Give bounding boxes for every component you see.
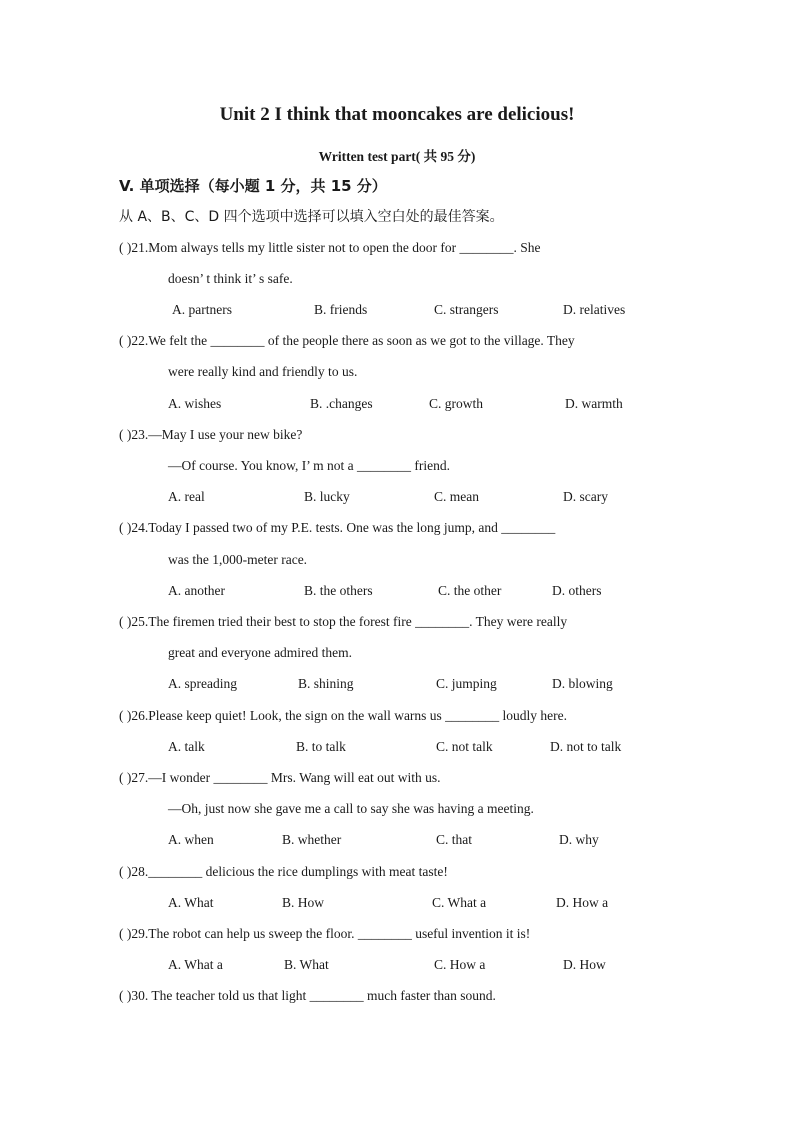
answer-option: D. How a xyxy=(556,895,609,910)
answer-option: B. lucky xyxy=(304,489,350,504)
answer-option: A. another xyxy=(168,583,225,598)
answer-option: B. How xyxy=(282,895,325,910)
question-stem xyxy=(119,427,302,443)
question-stem xyxy=(119,240,540,256)
answer-option: D. blowing xyxy=(552,676,613,691)
question-stem xyxy=(119,864,448,880)
answer-option: D. why xyxy=(559,832,599,847)
answer-option: B. the others xyxy=(304,583,373,598)
answer-option: C. strangers xyxy=(434,302,499,317)
question-stem xyxy=(119,988,496,1004)
answer-option: C. that xyxy=(436,832,472,847)
answer-option: A. real xyxy=(168,489,205,504)
answer-option: C. How a xyxy=(434,957,486,972)
question-text: —I wonder ________ Mrs. Wang will eat out with us. xyxy=(148,770,441,785)
page-title: Unit 2 I think that mooncakes are delicious! xyxy=(219,104,575,125)
question-number: ( )30. xyxy=(119,988,149,1003)
answer-option: D. not to talk xyxy=(550,739,622,754)
page-subtitle: Written test part( 共 95 分) xyxy=(318,149,476,164)
answer-option: A. wishes xyxy=(168,396,222,411)
question-stem-continued: —Oh, just now she gave me a call to say she was having a meeting. xyxy=(168,801,534,816)
question-text: Today I passed two of my P.E. tests. One was the long jump, and ________ xyxy=(148,520,556,535)
question-stem xyxy=(119,333,575,349)
answer-option: D. scary xyxy=(563,489,608,504)
section-heading: V. 单项选择（每小题 1 分，共 15 分） xyxy=(119,177,387,195)
answer-option: A. What a xyxy=(168,957,223,972)
answer-option: D. relatives xyxy=(563,302,626,317)
answer-option: A. What xyxy=(168,895,214,910)
question-stem xyxy=(119,770,441,786)
question-stem xyxy=(119,614,567,630)
answer-option: A. when xyxy=(168,832,214,847)
question-stem xyxy=(119,520,555,536)
answer-option: D. others xyxy=(552,583,602,598)
question-text: The robot can help us sweep the floor. ________ useful invention it is! xyxy=(148,926,531,941)
answer-option: A. talk xyxy=(168,739,205,754)
question-number: ( )22. xyxy=(119,333,149,348)
question-stem xyxy=(119,708,567,724)
answer-option: A. partners xyxy=(172,302,232,317)
answer-option: C. growth xyxy=(429,396,483,411)
answer-option: B. friends xyxy=(314,302,368,317)
question-stem xyxy=(119,926,530,942)
answer-option: B. whether xyxy=(282,832,342,847)
answer-option: A. spreading xyxy=(168,676,237,691)
answer-option: C. What a xyxy=(432,895,487,910)
answer-option: D. How xyxy=(563,957,606,972)
question-number: ( )21. xyxy=(119,240,149,255)
question-number: ( )29. xyxy=(119,926,149,941)
question-text: We felt the ________ of the people there as soon as we got to the village. They xyxy=(148,333,575,348)
answer-option: C. not talk xyxy=(436,739,493,754)
question-stem-continued: —Of course. You know, I’ m not a ________ friend. xyxy=(168,458,450,473)
question-number: ( )25. xyxy=(119,614,149,629)
question-stem-continued: was the 1,000-meter race. xyxy=(168,552,308,567)
answer-option: D. warmth xyxy=(565,396,623,411)
question-number: ( )27. xyxy=(119,770,149,785)
answer-option: C. mean xyxy=(434,489,479,504)
answer-option: B. .changes xyxy=(310,396,373,411)
question-stem-continued: great and everyone admired them. xyxy=(168,645,353,660)
question-text: The firemen tried their best to stop the forest fire ________. They were really xyxy=(148,614,568,629)
question-text: The teacher told us that light ________ much faster than sound. xyxy=(148,988,496,1003)
question-number: ( )26. xyxy=(119,708,149,723)
answer-option: B. shining xyxy=(298,676,354,691)
question-number: ( )28. xyxy=(119,864,149,879)
question-text: Mom always tells my little sister not to open the door for ________. She xyxy=(148,240,541,255)
question-text: ________ delicious the rice dumplings with meat taste! xyxy=(148,864,448,879)
instruction-text: 从 A、B、C、D 四个选项中选择可以填入空白处的最佳答案。 xyxy=(119,209,504,225)
answer-option: B. What xyxy=(284,957,329,972)
question-text: —May I use your new bike? xyxy=(148,427,303,442)
question-number: ( )24. xyxy=(119,520,149,535)
answer-option: C. jumping xyxy=(436,676,497,691)
answer-option: C. the other xyxy=(438,583,502,598)
question-text: Please keep quiet! Look, the sign on the wall warns us ________ loudly here. xyxy=(148,708,568,723)
question-stem-continued: were really kind and friendly to us. xyxy=(168,364,358,379)
answer-option: B. to talk xyxy=(296,739,346,754)
question-number: ( )23. xyxy=(119,427,149,442)
question-stem-continued: doesn’ t think it’ s safe. xyxy=(168,271,293,286)
